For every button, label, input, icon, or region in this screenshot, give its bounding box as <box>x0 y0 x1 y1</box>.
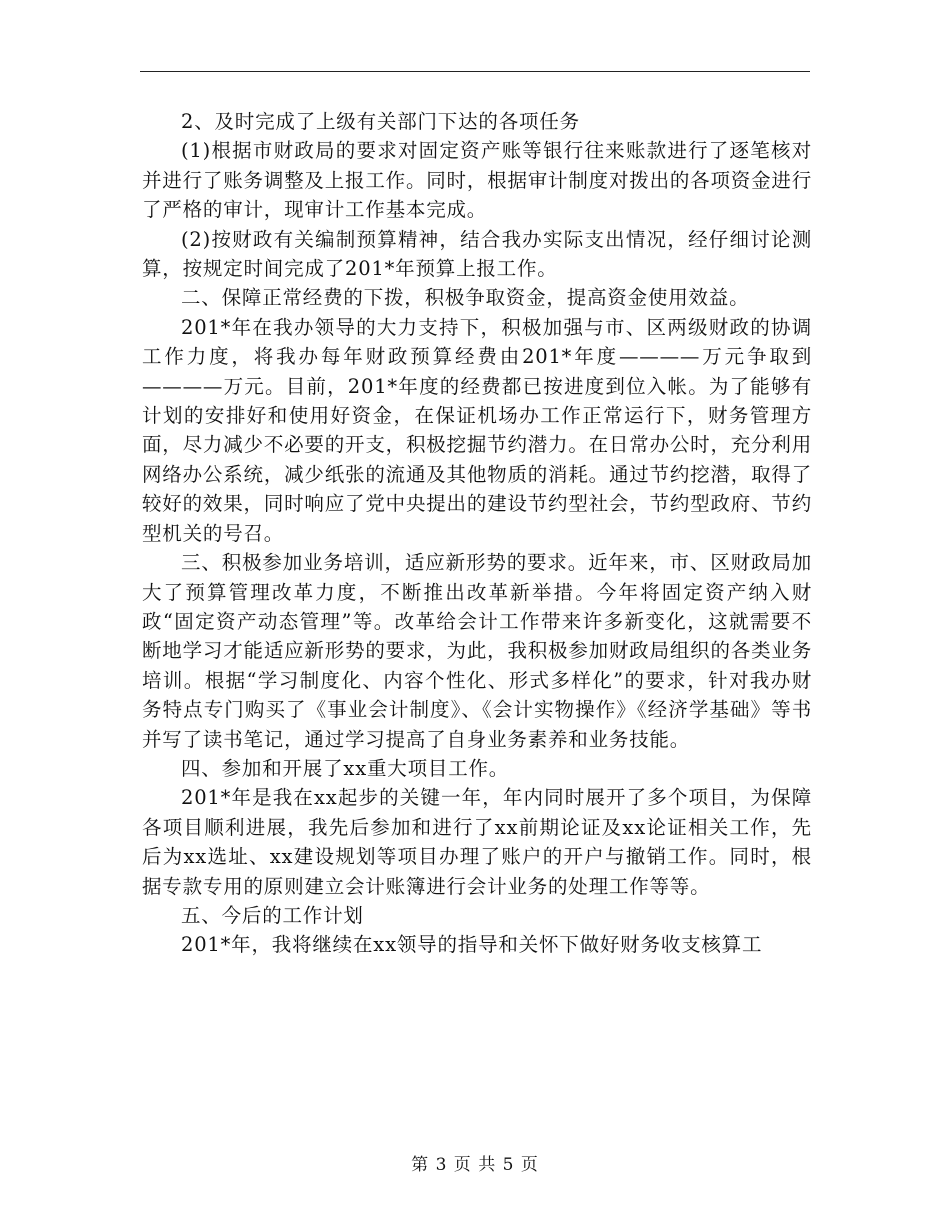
paragraph: 2、及时完成了上级有关部门下达的各项任务 <box>181 110 580 133</box>
section-heading: 二、保障正常经费的下拨，积极争取资金，提高资金使用效益。 <box>181 286 750 310</box>
paragraph: 201*年是我在xx起步的关键一年，年内同时展开了多个项目，为保障各项目顺利进展，我先后参加和进行了xx前期论证及xx论证相关工作，先后为xx选址、xx建设规划等项目办理了账户的开户与撤销工作。同时，根据专款专用的原则建立会计账簿进行会计业务的处理工作等等。 <box>142 786 812 898</box>
paragraph: (2)按财政有关编制预算精神，结合我办实际支出情况，经仔细讨论测算，按规定时间完成了201*年预算上报工作。 <box>142 227 812 281</box>
paragraph: 201*年，我将继续在xx领导的指导和关怀下做好财务收支核算工 <box>181 933 763 957</box>
document-body <box>142 107 812 960</box>
page-number-label: 第 3 页 共 5 页 <box>411 1155 539 1175</box>
page-footer <box>0 1150 950 1175</box>
paragraph: 三、积极参加业务培训，适应新形势的要求。近年来，市、区财政局加大了预算管理改革力度，不断推出改革新举措。今年将固定资产纳入财政“固定资产动态管理”等。改革给会计工作带来许多新变化，这就需要不断地学习才能适应新形势的要求，为此，我积极参加财政局组织的各类业务培训。根据“学习制度化、内容个性化、形式多样化”的要求，针对我办财务特点专门购买了《事业会计制度》、《会计实物操作》《经济学基础》等书并写了读书笔记，通过学习提高了自身业务素养和业务技能。 <box>142 551 812 751</box>
header-rule <box>140 71 810 72</box>
paragraph: (1)根据市财政局的要求对固定资产账等银行往来账款进行了逐笔核对并进行了账务调整及上报工作。同时，根据审计制度对拨出的各项资金进行了严格的审计，现审计工作基本完成。 <box>142 139 812 222</box>
section-heading: 四、参加和开展了xx重大项目工作。 <box>181 756 510 780</box>
section-heading: 五、今后的工作计划 <box>181 903 364 927</box>
paragraph: 201*年在我办领导的大力支持下，积极加强与市、区两级财政的协调工作力度，将我办每年财政预算经费由201*年度————万元争取到————万元。目前，201*年度的经费都已按进度到位入帐。为了能够有计划的安排好和使用好资金，在保证机场办工作正常运行下，财务管理方面，尽力减少不必要的开支，积极挖掘节约潜力。在日常办公时，充分利用网络办公系统，减少纸张的流通及其他物质的消耗。通过节约挖潜，取得了较好的效果，同时响应了党中央提出的建设节约型社会，节约型政府、节约型机关的号召。 <box>142 315 812 545</box>
